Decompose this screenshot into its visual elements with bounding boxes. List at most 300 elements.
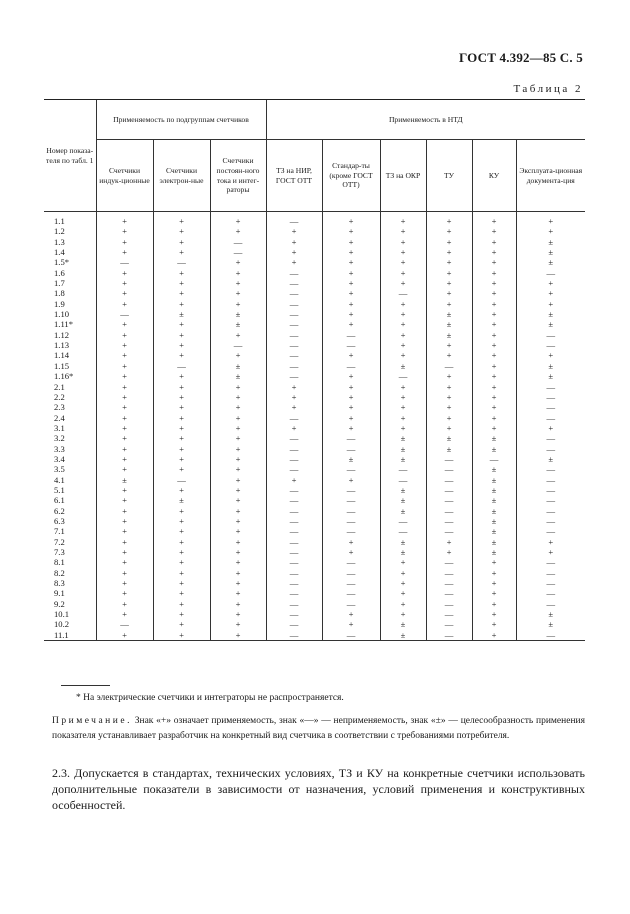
applicability-cell: + xyxy=(210,557,266,567)
col-header-tz-okr: ТЗ на ОКР xyxy=(380,140,426,212)
table-row xyxy=(44,609,585,619)
applicability-cell: — xyxy=(266,485,322,495)
row-number-cell: 8.2 xyxy=(54,567,65,578)
applicability-cell: + xyxy=(322,268,380,278)
applicability-cell: — xyxy=(516,578,585,588)
applicability-cell: — xyxy=(266,413,322,423)
applicability-cell: + xyxy=(96,547,153,557)
row-number-cell: 1.1 xyxy=(54,216,65,226)
table-row xyxy=(44,464,585,474)
table-row xyxy=(44,212,585,227)
applicability-cell: — xyxy=(516,413,585,423)
applicability-cell: — xyxy=(266,444,322,454)
row-number-cell: 10.1 xyxy=(54,609,70,620)
applicability-cell: + xyxy=(266,257,322,267)
applicability-cell: ± xyxy=(472,516,516,526)
applicability-cell: + xyxy=(380,382,426,392)
applicability-cell: — xyxy=(380,516,426,526)
applicability-cell: + xyxy=(96,247,153,257)
applicability-cell: ± xyxy=(96,475,153,485)
applicability-cell: + xyxy=(266,382,322,392)
applicability-cell: + xyxy=(266,402,322,412)
applicability-cell: + xyxy=(153,413,210,423)
applicability-cell: — xyxy=(266,495,322,505)
applicability-cell: ± xyxy=(472,526,516,536)
applicability-cell: + xyxy=(472,257,516,267)
applicability-cell: + xyxy=(472,299,516,309)
applicability-cell: — xyxy=(266,578,322,588)
note xyxy=(52,714,585,744)
applicability-cell: + xyxy=(426,257,472,267)
applicability-cell: + xyxy=(516,547,585,557)
applicability-cell: + xyxy=(426,299,472,309)
applicability-cell: — xyxy=(322,444,380,454)
col-header-number: Номер показа-теля по табл. 1 xyxy=(44,100,96,212)
applicability-cell: ± xyxy=(380,506,426,516)
applicability-cell: ± xyxy=(426,330,472,340)
applicability-cell: — xyxy=(516,382,585,392)
row-number-cell: 1.12 xyxy=(54,329,70,340)
applicability-cell: + xyxy=(96,413,153,423)
applicability-cell: + xyxy=(96,588,153,598)
applicability-cell: + xyxy=(210,537,266,547)
applicability-cell: — xyxy=(322,568,380,578)
applicability-cell: + xyxy=(380,402,426,412)
applicability-cell: + xyxy=(380,578,426,588)
applicability-cell: + xyxy=(153,402,210,412)
row-number-cell: 1.4 xyxy=(54,247,65,258)
applicability-cell: + xyxy=(210,444,266,454)
applicability-cell: + xyxy=(322,547,380,557)
applicability-cell: + xyxy=(516,350,585,360)
applicability-cell: + xyxy=(96,464,153,474)
table-row xyxy=(44,309,585,319)
applicability-cell: ± xyxy=(380,547,426,557)
applicability-cell: + xyxy=(96,226,153,236)
applicability-cell: + xyxy=(210,330,266,340)
applicability-cell: — xyxy=(266,278,322,288)
applicability-cell: — xyxy=(266,526,322,536)
applicability-cell: + xyxy=(210,475,266,485)
applicability-cell: + xyxy=(472,226,516,236)
applicability-cell: + xyxy=(210,454,266,464)
applicability-cell: + xyxy=(380,247,426,257)
applicability-cell: + xyxy=(96,371,153,381)
applicability-cell: — xyxy=(266,433,322,443)
applicability-cell: + xyxy=(426,547,472,557)
applicability-cell: + xyxy=(322,212,380,227)
note-label: Примечание. xyxy=(52,716,132,726)
applicability-cell: ± xyxy=(516,371,585,381)
applicability-cell: — xyxy=(266,330,322,340)
table-row xyxy=(44,288,585,298)
applicability-cell: + xyxy=(96,382,153,392)
table-row xyxy=(44,547,585,557)
row-number-cell: 1.7 xyxy=(54,278,65,289)
applicability-cell: — xyxy=(266,268,322,278)
applicability-cell: + xyxy=(153,382,210,392)
applicability-cell: + xyxy=(210,578,266,588)
row-number-cell: 3.2 xyxy=(54,433,65,444)
applicability-cell: + xyxy=(96,288,153,298)
row-number-cell: 6.3 xyxy=(54,515,65,526)
applicability-cell: ± xyxy=(472,485,516,495)
col-header-ku: КУ xyxy=(472,140,516,212)
applicability-cell: ± xyxy=(472,444,516,454)
applicability-cell: + xyxy=(96,444,153,454)
applicability-cell: + xyxy=(426,212,472,227)
group-header-ntd: Применяемость в НТД xyxy=(266,100,585,140)
applicability-cell: — xyxy=(266,288,322,298)
applicability-cell: — xyxy=(322,588,380,598)
applicability-cell: ± xyxy=(472,464,516,474)
row-number-cell: 2.3 xyxy=(54,402,65,413)
applicability-cell: + xyxy=(153,516,210,526)
applicability-cell: ± xyxy=(472,537,516,547)
applicability-cell: + xyxy=(426,268,472,278)
table-row xyxy=(44,350,585,360)
applicability-cell: + xyxy=(472,599,516,609)
applicability-cell: — xyxy=(426,506,472,516)
applicability-cell: — xyxy=(322,516,380,526)
table-row xyxy=(44,444,585,454)
applicability-cell: + xyxy=(380,423,426,433)
applicability-cell: + xyxy=(472,557,516,567)
applicability-cell: + xyxy=(96,578,153,588)
applicability-cell: + xyxy=(322,237,380,247)
applicability-cell: + xyxy=(96,299,153,309)
row-number-cell: 1.9 xyxy=(54,298,65,309)
applicability-cell: + xyxy=(153,485,210,495)
applicability-cell: ± xyxy=(210,361,266,371)
applicability-cell: ± xyxy=(472,547,516,557)
applicability-cell: — xyxy=(516,340,585,350)
row-number-cell: 1.2 xyxy=(54,226,65,237)
applicability-cell: — xyxy=(266,630,322,641)
table-row xyxy=(44,257,585,267)
applicability-cell: — xyxy=(426,464,472,474)
applicability-cell: + xyxy=(96,609,153,619)
applicability-cell: — xyxy=(322,464,380,474)
applicability-cell: — xyxy=(426,495,472,505)
row-number-cell: 1.10 xyxy=(54,309,70,320)
applicability-cell: + xyxy=(472,630,516,641)
applicability-cell: — xyxy=(426,588,472,598)
applicability-cell: + xyxy=(472,392,516,402)
footnote: * На электрические счетчики и интеграторы не распространяется. xyxy=(76,693,344,703)
applicability-cell: — xyxy=(516,516,585,526)
col-header-standards: Стандар-ты (кроме ГОСТ ОТТ) xyxy=(322,140,380,212)
applicability-cell: + xyxy=(322,382,380,392)
applicability-cell: + xyxy=(210,402,266,412)
table-row xyxy=(44,568,585,578)
applicability-cell: — xyxy=(266,309,322,319)
applicability-cell: + xyxy=(472,340,516,350)
row-number-cell: 9.1 xyxy=(54,588,65,599)
applicability-cell: — xyxy=(322,495,380,505)
applicability-cell: + xyxy=(322,247,380,257)
applicability-cell: + xyxy=(472,619,516,629)
applicability-cell: + xyxy=(266,475,322,485)
row-number-cell: 1.16* xyxy=(54,371,74,382)
table-row xyxy=(44,371,585,381)
applicability-cell: — xyxy=(322,485,380,495)
applicability-cell: — xyxy=(516,506,585,516)
applicability-cell: — xyxy=(322,433,380,443)
row-number-cell: 8.3 xyxy=(54,578,65,589)
applicability-cell: + xyxy=(266,247,322,257)
table-label: Таблица 2 xyxy=(513,83,583,95)
applicability-cell: — xyxy=(516,392,585,402)
applicability-cell: + xyxy=(210,506,266,516)
applicability-cell: + xyxy=(426,237,472,247)
row-number-cell: 11.1 xyxy=(44,630,96,641)
row-number-cell: 1.13 xyxy=(54,340,70,351)
applicability-cell: — xyxy=(266,350,322,360)
applicability-cell: ± xyxy=(516,237,585,247)
applicability-cell: ± xyxy=(516,247,585,257)
applicability-cell: — xyxy=(210,237,266,247)
row-number-cell: 3.3 xyxy=(54,443,65,454)
applicability-cell: — xyxy=(472,454,516,464)
applicability-cell: + xyxy=(210,568,266,578)
applicability-cell: + xyxy=(322,278,380,288)
applicability-cell: — xyxy=(516,599,585,609)
applicability-cell: — xyxy=(426,619,472,629)
page-header: ГОСТ 4.392—85 С. 5 xyxy=(458,50,583,65)
table-row xyxy=(44,526,585,536)
applicability-cell: + xyxy=(210,599,266,609)
applicability-cell: + xyxy=(153,464,210,474)
applicability-cell: + xyxy=(153,630,210,641)
applicability-cell: + xyxy=(96,340,153,350)
applicability-cell: + xyxy=(516,278,585,288)
applicability-cell: + xyxy=(153,278,210,288)
applicability-cell: + xyxy=(96,516,153,526)
applicability-cell: — xyxy=(380,288,426,298)
applicability-cell: + xyxy=(210,382,266,392)
applicability-cell: — xyxy=(322,630,380,641)
applicability-cell: + xyxy=(210,268,266,278)
applicability-cell: + xyxy=(472,330,516,340)
applicability-cell: ± xyxy=(472,433,516,443)
applicability-cell: — xyxy=(516,557,585,567)
table-row xyxy=(44,340,585,350)
applicability-cell: + xyxy=(153,433,210,443)
group-header-subgroups: Применяемость по подгруппам счетчиков xyxy=(96,100,266,140)
table-body xyxy=(44,212,585,641)
applicability-cell: + xyxy=(380,278,426,288)
applicability-cell: ± xyxy=(210,371,266,381)
applicability-cell: + xyxy=(266,423,322,433)
applicability-cell: + xyxy=(426,382,472,392)
applicability-cell: ± xyxy=(516,257,585,267)
applicability-cell: — xyxy=(266,361,322,371)
applicability-cell: ± xyxy=(380,444,426,454)
applicability-cell: + xyxy=(96,568,153,578)
applicability-cell: + xyxy=(426,537,472,547)
applicability-cell: + xyxy=(380,319,426,329)
applicability-cell: + xyxy=(426,226,472,236)
applicability-cell: + xyxy=(380,609,426,619)
applicability-cell: — xyxy=(266,588,322,598)
applicability-cell: + xyxy=(380,309,426,319)
applicability-cell: + xyxy=(516,423,585,433)
applicability-cell: + xyxy=(153,247,210,257)
col-header-electronic: Счетчики электрон-ные xyxy=(153,140,210,212)
table-row xyxy=(44,516,585,526)
applicability-cell: + xyxy=(380,557,426,567)
applicability-cell: + xyxy=(153,588,210,598)
applicability-cell: — xyxy=(266,464,322,474)
table-row xyxy=(44,485,585,495)
applicability-cell: — xyxy=(426,630,472,641)
applicability-cell: — xyxy=(380,526,426,536)
applicability-cell: — xyxy=(153,257,210,267)
row-number-cell: 6.1 xyxy=(54,495,65,506)
applicability-cell: — xyxy=(380,371,426,381)
applicability-cell: ± xyxy=(380,485,426,495)
applicability-cell: + xyxy=(210,288,266,298)
applicability-cell: + xyxy=(426,340,472,350)
applicability-cell: ± xyxy=(322,454,380,464)
applicability-cell: + xyxy=(472,319,516,329)
applicability-cell: — xyxy=(266,547,322,557)
applicability-cell: — xyxy=(153,475,210,485)
row-number-cell: 1.14 xyxy=(54,350,70,361)
applicability-cell: + xyxy=(516,537,585,547)
applicability-cell: — xyxy=(322,361,380,371)
applicability-cell: + xyxy=(96,319,153,329)
applicability-cell: + xyxy=(210,299,266,309)
applicability-cell: + xyxy=(96,495,153,505)
applicability-cell: + xyxy=(322,413,380,423)
applicability-cell: — xyxy=(426,557,472,567)
applicability-cell: + xyxy=(153,537,210,547)
table-row xyxy=(44,619,585,629)
row-number-cell: 2.1 xyxy=(54,381,65,392)
applicability-cell: + xyxy=(472,212,516,227)
applicability-cell: + xyxy=(380,237,426,247)
applicability-cell: + xyxy=(472,588,516,598)
applicability-cell: + xyxy=(96,237,153,247)
applicability-table xyxy=(44,99,585,641)
table-row xyxy=(44,423,585,433)
applicability-cell: ± xyxy=(380,619,426,629)
applicability-cell: — xyxy=(266,568,322,578)
applicability-cell: + xyxy=(210,547,266,557)
applicability-cell: — xyxy=(266,506,322,516)
applicability-cell: — xyxy=(266,371,322,381)
applicability-cell: + xyxy=(380,413,426,423)
applicability-cell: — xyxy=(426,475,472,485)
applicability-cell: + xyxy=(322,402,380,412)
applicability-cell: — xyxy=(266,212,322,227)
applicability-cell: ± xyxy=(380,361,426,371)
applicability-cell: + xyxy=(210,619,266,629)
applicability-cell: — xyxy=(322,506,380,516)
applicability-cell: — xyxy=(516,330,585,340)
footnote-rule xyxy=(61,685,110,686)
applicability-cell: + xyxy=(96,402,153,412)
applicability-cell: + xyxy=(153,557,210,567)
applicability-cell: — xyxy=(426,609,472,619)
table-row xyxy=(44,382,585,392)
row-number-cell: 4.1 xyxy=(54,474,65,485)
applicability-cell: ± xyxy=(426,444,472,454)
col-header-tz-nir: ТЗ на НИР, ГОСТ ОТТ xyxy=(266,140,322,212)
col-header-induction: Счетчики индук-ционные xyxy=(96,140,153,212)
applicability-cell: + xyxy=(210,516,266,526)
applicability-cell: — xyxy=(153,361,210,371)
applicability-cell: + xyxy=(96,330,153,340)
row-number-cell: 7.1 xyxy=(54,526,65,537)
row-number-cell: 1.8 xyxy=(54,288,65,299)
applicability-cell: ± xyxy=(153,495,210,505)
applicability-cell: + xyxy=(472,568,516,578)
applicability-cell: ± xyxy=(153,309,210,319)
applicability-cell: + xyxy=(516,212,585,227)
applicability-cell: + xyxy=(380,599,426,609)
applicability-cell: + xyxy=(153,212,210,227)
table-row xyxy=(44,506,585,516)
row-number-cell: 3.1 xyxy=(54,422,65,433)
applicability-cell: — xyxy=(266,319,322,329)
applicability-cell: + xyxy=(96,361,153,371)
applicability-cell: + xyxy=(380,588,426,598)
table-row xyxy=(44,278,585,288)
applicability-cell: + xyxy=(472,423,516,433)
applicability-cell: ± xyxy=(210,309,266,319)
applicability-cell: + xyxy=(153,288,210,298)
applicability-cell: + xyxy=(322,226,380,236)
applicability-cell: ± xyxy=(380,630,426,641)
applicability-cell: + xyxy=(380,340,426,350)
table-row xyxy=(44,599,585,609)
applicability-cell: + xyxy=(153,526,210,536)
applicability-cell: — xyxy=(266,340,322,350)
note-text: Знак «+» означает применяемость, знак «—» — неприменяемость, знак «±» — целесообразность применения показателя устанавливает разработчик на конкретный вид счетчика в соответствии с требованиями потребителя. xyxy=(52,716,585,741)
applicability-cell: — xyxy=(266,537,322,547)
applicability-cell: ± xyxy=(210,319,266,329)
paragraph-2-3: 2.3. Допускается в стандартах, технических условиях, ТЗ и КУ на конкретные счетчики использовать дополнительные показатели в зависимости от назначения, условий применения и конструктивных особенностей. xyxy=(52,766,585,812)
applicability-cell: + xyxy=(380,330,426,340)
applicability-cell: — xyxy=(426,599,472,609)
applicability-cell: + xyxy=(472,278,516,288)
applicability-cell: + xyxy=(210,495,266,505)
applicability-cell: + xyxy=(210,350,266,360)
applicability-cell: ± xyxy=(516,454,585,464)
applicability-cell: — xyxy=(266,599,322,609)
applicability-cell: + xyxy=(380,392,426,402)
applicability-cell: + xyxy=(472,350,516,360)
applicability-cell: + xyxy=(472,237,516,247)
table-row xyxy=(44,392,585,402)
row-number-cell: 6.2 xyxy=(54,505,65,516)
table-row xyxy=(44,413,585,423)
applicability-cell: + xyxy=(96,506,153,516)
applicability-cell: + xyxy=(210,278,266,288)
table-row xyxy=(44,454,585,464)
applicability-cell: + xyxy=(96,268,153,278)
col-header-tu: ТУ xyxy=(426,140,472,212)
row-number-cell: 1.3 xyxy=(54,236,65,247)
table-row xyxy=(44,475,585,485)
applicability-cell: — xyxy=(426,361,472,371)
applicability-cell: — xyxy=(426,526,472,536)
applicability-cell: + xyxy=(96,278,153,288)
applicability-cell: + xyxy=(96,599,153,609)
